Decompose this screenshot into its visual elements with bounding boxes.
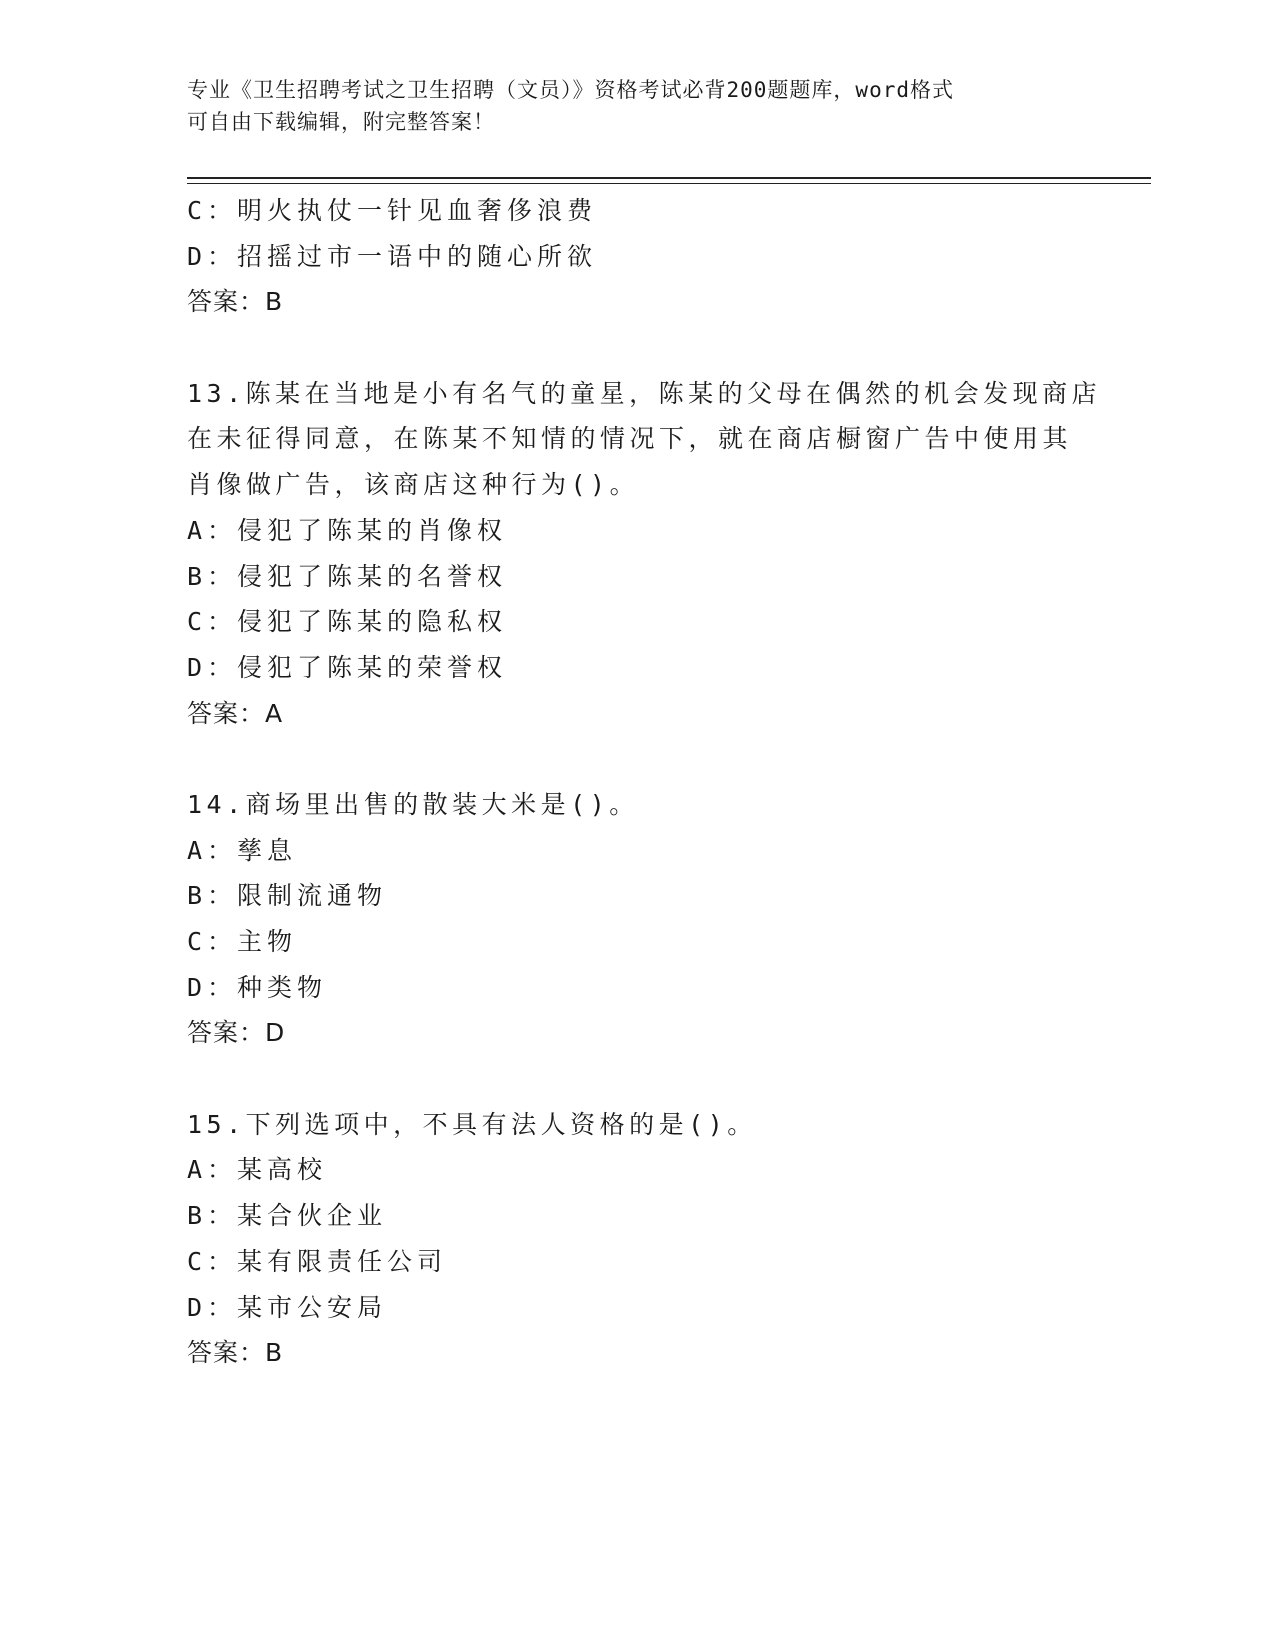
answer: 答案：B [187, 1338, 284, 1368]
option-d: D：招摇过市一语中的随心所欲 [187, 241, 598, 271]
answer: 答案：A [187, 698, 284, 728]
option-c: C：明火执仗一针见血奢侈浪费 [187, 196, 598, 225]
spacer [187, 1056, 1087, 1102]
question-stem-line: 在未征得同意，在陈某不知情的情况下，就在商店橱窗广告中使用其 [187, 424, 1073, 454]
option-b: B：某合伙企业 [187, 1201, 388, 1231]
answer: 答案：B [187, 287, 284, 317]
question-14 [187, 782, 1087, 1056]
option-c: C：主物 [187, 927, 298, 956]
option-c: C：侵犯了陈某的隐私权 [187, 607, 508, 637]
question-15 [187, 1102, 1087, 1376]
option-a: A：孳息 [187, 835, 298, 865]
question-stem-line: 肖像做广告，该商店这种行为()。 [187, 470, 640, 500]
answer: 答案：D [187, 1018, 286, 1048]
spacer [187, 736, 1087, 782]
option-c: C：某有限责任公司 [187, 1246, 448, 1276]
question-stem: 15.下列选项中，不具有法人资格的是()。 [187, 1109, 757, 1139]
option-b: B：限制流通物 [187, 881, 388, 911]
question-stem-line: 13.陈某在当地是小有名气的童星，陈某的父母在偶然的机会发现商店 [187, 378, 1102, 408]
option-b: B：侵犯了陈某的名誉权 [187, 561, 508, 591]
header-rule-thin [187, 183, 1151, 184]
option-a: A：侵犯了陈某的肖像权 [187, 515, 508, 545]
spacer [187, 325, 1087, 371]
question-stem: 14.商场里出售的散装大米是()。 [187, 789, 639, 819]
question-12-tail [187, 188, 1087, 325]
question-13 [187, 371, 1102, 737]
option-d: D：侵犯了陈某的荣誉权 [187, 652, 508, 682]
header-rule-thick [187, 177, 1151, 179]
option-d: D：某市公安局 [187, 1292, 388, 1322]
option-a: A：某高校 [187, 1155, 328, 1185]
option-d: D：种类物 [187, 972, 328, 1002]
question-list [187, 188, 1102, 1376]
header-line-2: 可自由下载编辑，附完整答案！ [187, 110, 495, 134]
header-line-1: 专业《卫生招聘考试之卫生招聘（文员）》资格考试必背200题题库，word格式 [187, 78, 954, 102]
document-header [187, 74, 1087, 138]
